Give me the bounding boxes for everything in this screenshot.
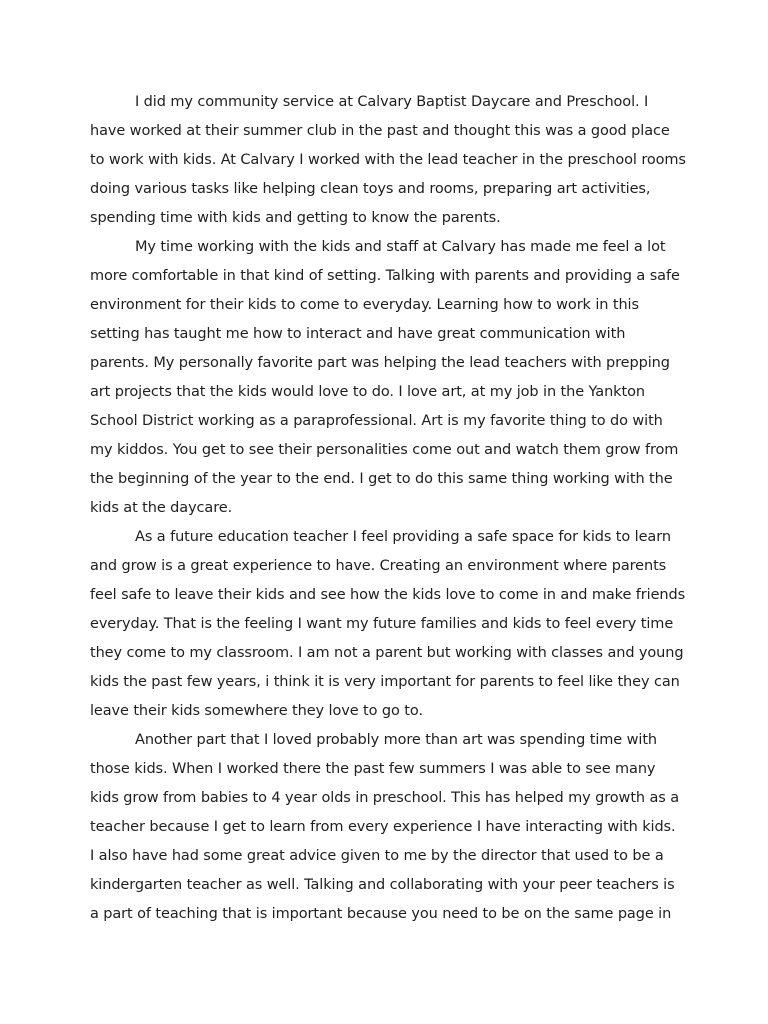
paragraph-line: spending time with kids and getting to know the parents. bbox=[90, 210, 501, 226]
paragraph-line: and grow is a great experience to have. Creating an environment where parents bbox=[90, 558, 667, 574]
paragraph-line: kids at the daycare. bbox=[90, 500, 233, 516]
paragraph-line: feel safe to leave their kids and see how the kids love to come in and make friends bbox=[90, 587, 686, 603]
paragraph-line: Another part that I loved probably more than art was spending time with bbox=[135, 732, 657, 748]
paragraph-line: more comfortable in that kind of setting. Talking with parents and providing a safe bbox=[90, 268, 680, 284]
paragraph-line: those kids. When I worked there the past few summers I was able to see many bbox=[90, 761, 656, 777]
paragraph-4 bbox=[90, 726, 682, 929]
paragraph-line: parents. My personally favorite part was helping the lead teachers with prepping bbox=[90, 355, 670, 371]
paragraph-line: kids grow from babies to 4 year olds in preschool. This has helped my growth as a bbox=[90, 790, 680, 806]
paragraph-line: to work with kids. At Calvary I worked with the lead teacher in the preschool rooms bbox=[90, 152, 686, 168]
paragraph-line: have worked at their summer club in the past and thought this was a good place bbox=[90, 123, 670, 139]
paragraph-line: teacher because I get to learn from every experience I have interacting with kids. bbox=[90, 819, 676, 835]
paragraph-line: I did my community service at Calvary Baptist Daycare and Preschool. I bbox=[135, 94, 649, 110]
paragraph-2 bbox=[90, 233, 682, 523]
paragraph-line: setting has taught me how to interact and have great communication with bbox=[90, 326, 626, 342]
paragraph-line: everyday. That is the feeling I want my future families and kids to feel every time bbox=[90, 616, 674, 632]
paragraph-line: As a future education teacher I feel providing a safe space for kids to learn bbox=[135, 529, 671, 545]
paragraph-line: my kiddos. You get to see their personalities come out and watch them grow from bbox=[90, 442, 679, 458]
paragraph-line: doing various tasks like helping clean toys and rooms, preparing art activities, bbox=[90, 181, 651, 197]
paragraph-1 bbox=[90, 88, 686, 233]
paragraph-line: art projects that the kids would love to do. I love art, at my job in the Yankton bbox=[90, 384, 645, 400]
paragraph-3 bbox=[90, 523, 686, 726]
document-body bbox=[90, 88, 686, 929]
paragraph-line: kindergarten teacher as well. Talking and collaborating with your peer teachers is bbox=[90, 877, 675, 893]
paragraph-line: leave their kids somewhere they love to go to. bbox=[90, 703, 423, 719]
paragraph-line: the beginning of the year to the end. I get to do this same thing working with the bbox=[90, 471, 673, 487]
paragraph-line: School District working as a paraprofessional. Art is my favorite thing to do with bbox=[90, 413, 663, 429]
paragraph-line: My time working with the kids and staff at Calvary has made me feel a lot bbox=[135, 239, 666, 255]
paragraph-line: environment for their kids to come to everyday. Learning how to work in this bbox=[90, 297, 639, 313]
paragraph-line: kids the past few years, i think it is very important for parents to feel like they can bbox=[90, 674, 680, 690]
paragraph-line: they come to my classroom. I am not a parent but working with classes and young bbox=[90, 645, 684, 661]
paragraph-line: I also have had some great advice given to me by the director that used to be a bbox=[90, 848, 664, 864]
paragraph-line: a part of teaching that is important because you need to be on the same page in bbox=[90, 906, 672, 922]
